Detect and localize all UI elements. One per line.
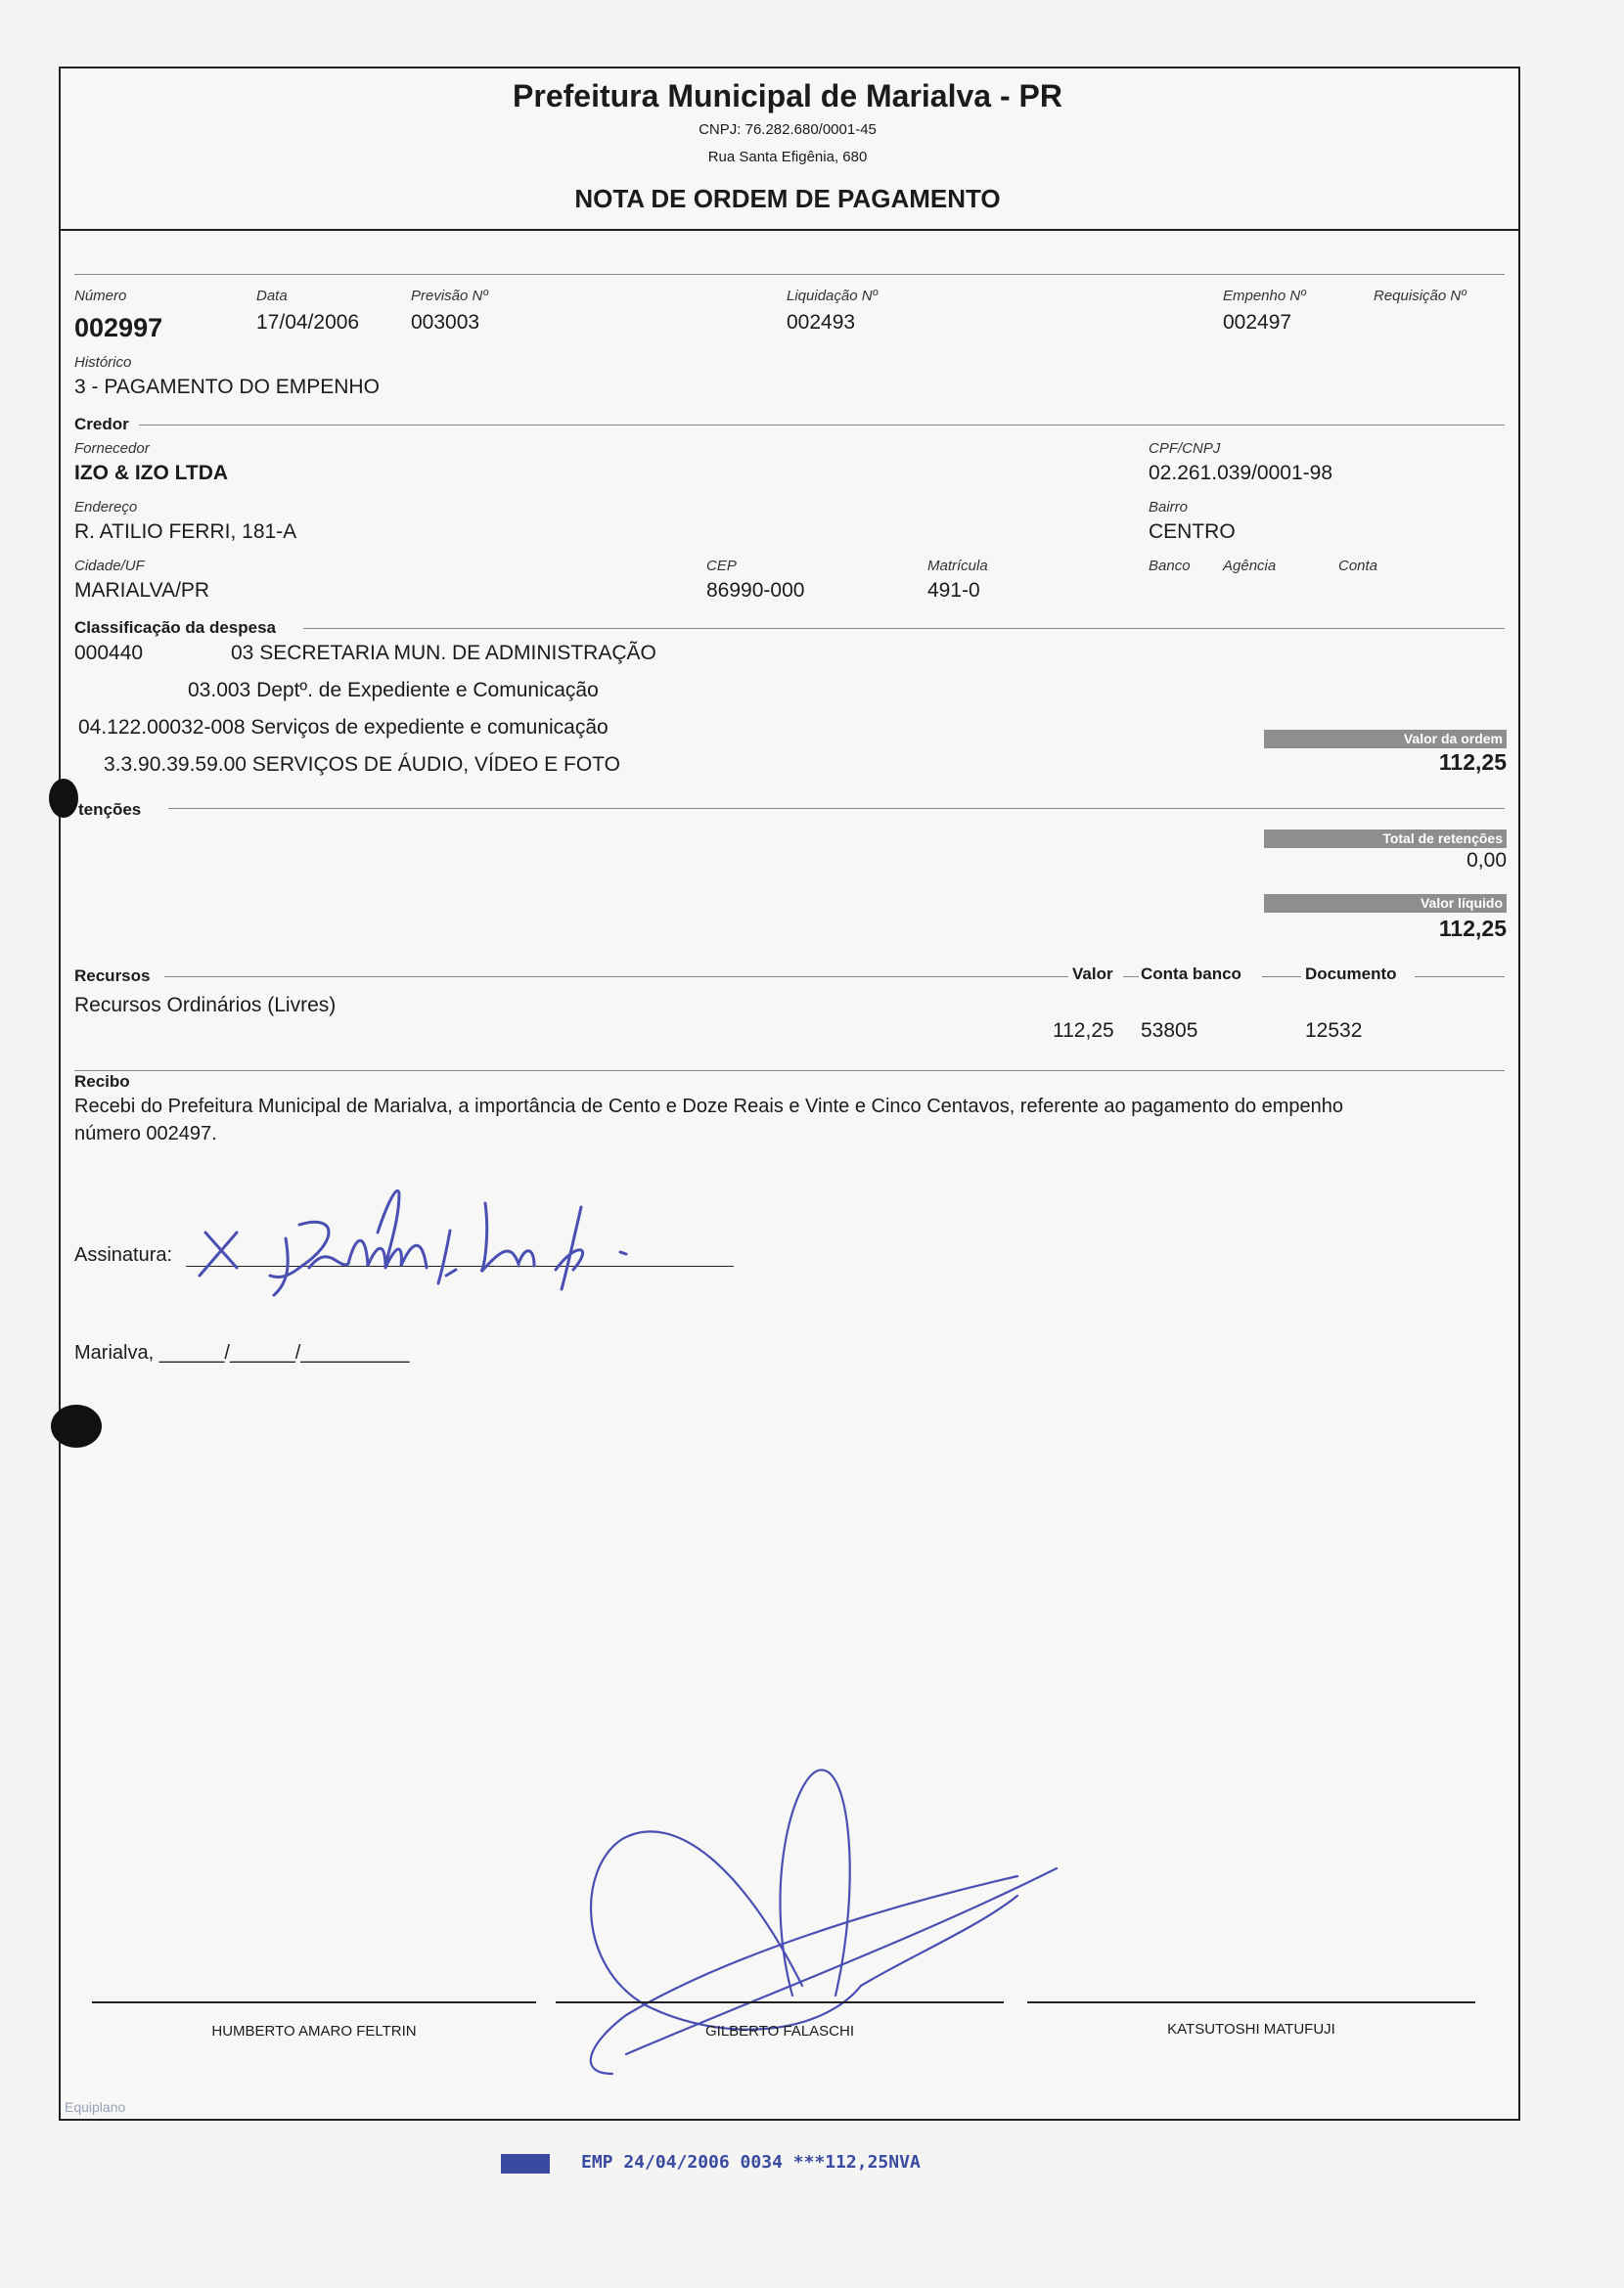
classificacao-heading: Classificação da despesa xyxy=(74,618,277,637)
bairro-label: Bairro xyxy=(1149,499,1189,516)
classificacao-line2: 03.003 Deptº. de Expediente e Comunicação xyxy=(188,679,599,701)
empenho-label: Empenho Nº xyxy=(1223,288,1306,304)
valor-ordem-label: Valor da ordem xyxy=(1264,730,1507,748)
numero-label: Número xyxy=(74,288,127,304)
recursos-documento: 12532 xyxy=(1305,1019,1363,1042)
data-label: Data xyxy=(256,288,288,304)
signatory-right: KATSUTOSHI MATUFUJI xyxy=(1167,2021,1335,2038)
recursos-rule xyxy=(164,976,1068,977)
order-top-rule xyxy=(74,274,1505,275)
numero-value: 002997 xyxy=(74,313,163,342)
classificacao-line4: 3.3.90.39.59.00 SERVIÇOS DE ÁUDIO, VÍDEO E FOTO xyxy=(104,753,620,776)
liquidacao-label: Liquidação Nº xyxy=(787,288,879,304)
data-value: 17/04/2006 xyxy=(256,311,360,334)
recibo-heading: Recibo xyxy=(74,1072,130,1091)
endereco-value: R. ATILIO FERRI, 181-A xyxy=(74,520,297,543)
recibo-top-rule xyxy=(74,1070,1505,1071)
org-title: Prefeitura Municipal de Marialva - PR xyxy=(513,78,1062,113)
signatory-line-middle xyxy=(556,2001,1004,2003)
punch-hole-mark xyxy=(49,779,78,818)
previsao-value: 003003 xyxy=(411,311,480,334)
credor-rule xyxy=(139,425,1505,426)
local-data-line: Marialva, ______/______/__________ xyxy=(74,1342,410,1364)
valor-liquido-value: 112,25 xyxy=(1438,916,1507,941)
bairro-value: CENTRO xyxy=(1149,520,1236,543)
empenho-value: 002497 xyxy=(1223,311,1292,334)
liquidacao-value: 002493 xyxy=(787,311,856,334)
bank-stamp-text: EMP 24/04/2006 0034 ***112,25NVA xyxy=(581,2152,921,2173)
recursos-valor-label: Valor xyxy=(1072,965,1113,983)
requisicao-label: Requisição Nº xyxy=(1374,288,1466,304)
signatory-left: HUMBERTO AMARO FELTRIN xyxy=(211,2023,417,2040)
fornecedor-value: IZO & IZO LTDA xyxy=(74,462,229,484)
bank-stamp-mark xyxy=(501,2154,550,2174)
recursos-documento-label: Documento xyxy=(1305,965,1397,983)
retencoes-heading: tenções xyxy=(78,800,142,819)
signatory-middle: GILBERTO FALASCHI xyxy=(705,2023,854,2040)
recursos-rule-2 xyxy=(1123,976,1139,977)
cpf-value: 02.261.039/0001-98 xyxy=(1149,462,1333,484)
recursos-heading: Recursos xyxy=(74,966,151,985)
valor-liquido-label: Valor líquido xyxy=(1264,894,1507,913)
org-cnpj: CNPJ: 76.282.680/0001-45 xyxy=(699,121,877,138)
recursos-descricao: Recursos Ordinários (Livres) xyxy=(74,994,337,1016)
cidade-label: Cidade/UF xyxy=(74,558,145,574)
credor-heading: Credor xyxy=(74,415,129,433)
classificacao-line3: 04.122.00032-008 Serviços de expediente e comunicação xyxy=(78,716,609,739)
handwritten-signature xyxy=(192,1174,661,1301)
recursos-rule-3 xyxy=(1262,976,1301,977)
signatory-line-right xyxy=(1027,2001,1475,2003)
recibo-text-2: número 002497. xyxy=(74,1123,217,1144)
conta-label: Conta xyxy=(1338,558,1378,574)
endereco-label: Endereço xyxy=(74,499,138,516)
total-retencoes-label: Total de retenções xyxy=(1264,830,1507,848)
cpf-label: CPF/CNPJ xyxy=(1149,440,1221,457)
assinatura-label: Assinatura: xyxy=(74,1244,173,1266)
valor-ordem-value: 112,25 xyxy=(1438,749,1507,775)
classificacao-code: 000440 xyxy=(74,642,144,664)
equiplano-logo-text: Equiplano xyxy=(65,2099,126,2115)
org-address: Rua Santa Efigênia, 680 xyxy=(707,149,868,165)
fornecedor-label: Fornecedor xyxy=(74,440,150,457)
recursos-conta-label: Conta banco xyxy=(1141,965,1241,983)
recibo-text: Recebi do Prefeitura Municipal de Marialva, a importância de Cento e Doze Reais e Vinte e Cinco Centavos, referente ao pagamento do empenho xyxy=(74,1096,1344,1117)
matricula-value: 491-0 xyxy=(927,579,980,602)
banco-label: Banco xyxy=(1149,558,1191,574)
cep-value: 86990-000 xyxy=(706,579,805,602)
total-retencoes-value: 0,00 xyxy=(1466,849,1507,872)
classificacao-line1: 03 SECRETARIA MUN. DE ADMINISTRAÇÃO xyxy=(231,642,656,664)
recursos-rule-4 xyxy=(1415,976,1505,977)
agencia-label: Agência xyxy=(1223,558,1277,574)
previsao-label: Previsão Nº xyxy=(411,288,488,304)
cep-label: CEP xyxy=(706,558,737,574)
retencoes-rule xyxy=(168,808,1505,809)
punch-hole-mark-2 xyxy=(51,1405,102,1448)
document-title: NOTA DE ORDEM DE PAGAMENTO xyxy=(574,184,1001,213)
historico-value: 3 - PAGAMENTO DO EMPENHO xyxy=(74,376,380,398)
classificacao-rule xyxy=(303,628,1505,629)
recursos-conta: 53805 xyxy=(1141,1019,1198,1042)
matricula-label: Matrícula xyxy=(927,558,988,574)
historico-label: Histórico xyxy=(74,354,132,371)
recursos-valor: 112,25 xyxy=(1053,1019,1114,1042)
cidade-value: MARIALVA/PR xyxy=(74,579,210,602)
header-divider xyxy=(61,229,1518,231)
signatory-line-left xyxy=(92,2001,536,2003)
